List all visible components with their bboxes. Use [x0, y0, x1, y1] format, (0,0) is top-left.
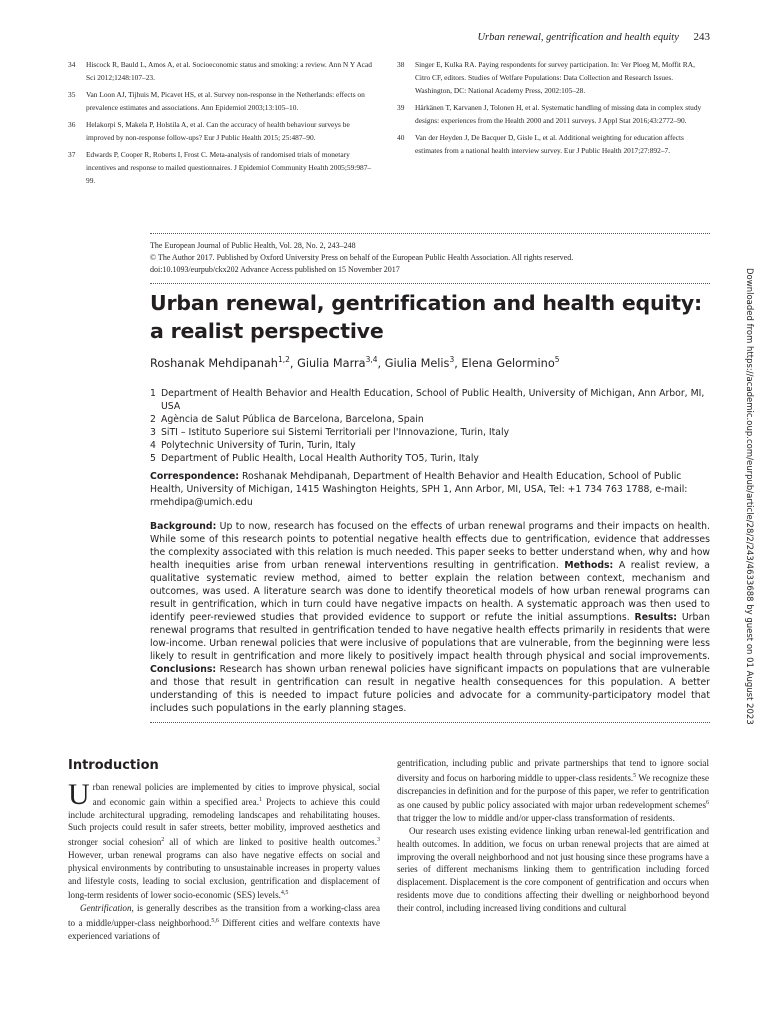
author-name: Roshanak Mehdipanah: [150, 356, 278, 370]
emphasis-term: Gentrification: [80, 903, 132, 914]
reference-number: 37: [68, 150, 76, 159]
citation-mark: 3: [377, 837, 380, 844]
running-head-title: Urban renewal, gentrification and health equity: [477, 32, 679, 43]
body-text: , is generally describes as the transition from a working-class area to a middle/upper-class neighborhood.: [68, 903, 380, 929]
citation-mark: 5: [633, 772, 637, 779]
affiliation-item: [150, 387, 710, 413]
author-affiliation-mark: 1,2: [277, 355, 290, 364]
reference-text: Van der Heyden J, De Bacquer D, Gisle L, et al. Additional weighting for education affects estimates from a national health interview survey. Eur J Public Health 2017;27:892–7.: [415, 133, 684, 155]
dotted-divider: [150, 233, 710, 234]
body-text: all of which are linked to positive health outcomes.: [164, 837, 377, 848]
citation-mark: 5,6: [211, 918, 219, 925]
article-title: Urban renewal, gentrification and health equity: a realist perspective: [150, 291, 702, 343]
reference-item: [397, 131, 709, 157]
affiliation-text: Polytechnic University of Turin, Turin, Italy: [161, 440, 356, 451]
correspondence-text: Roshanak Mehdipanah, Department of Health Behavior and Health Education, School of Public Health, University of Michigan, 1415 Washington Heights, SPH 1, Ann Arbor, MI, USA, Tel: +1 734 763 1788, e-mail: rmehdipa@umich.edu: [150, 471, 688, 508]
body-text: gentrification, including public and private partnerships that tend to ignore social diversity and focus on harboring middle to upper-class residents.: [397, 758, 709, 783]
abstract-conclusions-label: Conclusions:: [150, 664, 217, 675]
abstract-results-label: Results:: [634, 612, 678, 623]
reference-text: Singer E, Kulka RA. Paying respondents for survey participation. In: Ver Ploeg M, Moffit RA, Citro CF, editors. Studies of Welfare Populations: Data Collection and Research Issues. Washington, DC: National Academy Press, 2002:105–28.: [415, 60, 695, 95]
affiliation-text: Department of Health Behavior and Health Education, School of Public Health, University of Michigan, Ann Arbor, MI, USA: [161, 388, 705, 412]
download-watermark: Downloaded from https://academic.oup.com/eurpub/article/28/2/243/4633688 by guest on 01 August 2023: [744, 268, 754, 725]
reference-number: 35: [68, 90, 76, 99]
body-column-left: [68, 778, 380, 943]
abstract-results-text: Urban renewal programs that resulted in gentrification tended to have negative health effects primarily in residents that were low-income. Urban renewal policies that were inclusive of populations that are vulnerable, from the beginning were less likely to result in gentrification and more likely to positively impact health through physical and social improvements.: [150, 612, 710, 662]
abstract-methods-label: Methods:: [564, 560, 614, 571]
reference-text: Hiscock R, Bauld L, Amos A, et al. Socioeconomic status and smoking: a review. Ann N Y Acad Sci 2012;1248:107–23.: [86, 60, 372, 82]
running-head: [477, 31, 710, 43]
affiliation-number: 5: [150, 453, 156, 464]
affiliation-text: Agència de Salut Pública de Barcelona, Barcelona, Spain: [161, 414, 424, 425]
affiliation-number: 1: [150, 388, 156, 399]
reference-text: Härkänen T, Karvanen J, Tolonen H, et al. Systematic handling of missing data in complex study designs: experiences from the Health 2000 and 2011 surveys. J Appl Stat 2016;43:2772–90.: [415, 103, 702, 125]
body-paragraph: [397, 825, 709, 915]
doi-line: doi:10.1093/eurpub/ckx202 Advance Access published on 15 November 2017: [150, 265, 400, 274]
author-list: [150, 355, 710, 370]
dotted-divider: [150, 283, 710, 284]
author-name: Elena Gelormino: [461, 356, 555, 370]
author-name: Giulia Marra: [297, 356, 366, 370]
reference-number: 39: [397, 103, 405, 112]
author-separator: ,: [454, 356, 462, 370]
reference-item: [68, 118, 373, 144]
abstract-background-text: Up to now, research has focused on the effects of urban renewal programs and their impacts on health. While some of this research points to potential negative health effects due to gentrification, evidence that addresses the complexity associated with this relation is much needed. This paper seeks to better understand when, why and how health inequities arise from urban renewal interventions resulting in gentrification.: [150, 521, 710, 571]
author-affiliation-mark: 3,4: [365, 355, 378, 364]
body-text: However, urban renewal programs can also have negative effects on social and physical environments by contributing to unsustainable increases in property values and lifestyle costs, leading to social exclusion, gentrification and displacement of long-term residents of lower socio-economic (SES) levels.: [68, 850, 380, 901]
reference-number: 38: [397, 60, 405, 69]
affiliation-item: [150, 426, 710, 439]
reference-number: 34: [68, 60, 76, 69]
abstract-methods-text: A realist review, a qualitative systematic review method, aimed to better explain the relation between context, mechanism and outcomes, was used. A literature search was done to identify theoretical models of how urban renewal programs can result in gentrification, which in turn could have negative impacts on health. A systematic approach was then used to identify peer-reviewed studies that provided evidence to support or refute the initial assumptions.: [150, 560, 710, 623]
reference-number: 40: [397, 133, 405, 142]
correspondence-label: Correspondence:: [150, 471, 239, 482]
reference-item: [68, 88, 373, 114]
abstract-conclusions-text: Research has shown urban renewal policies have significant impacts on populations that are vulnerable and those that result in gentrification can result in negative health consequences for this population. A better understanding of this is needed to impact future policies and advocate for a community-participatory model that includes such populations in the early planning stages.: [150, 664, 710, 714]
affiliation-number: 4: [150, 440, 156, 451]
introduction-heading: Introduction: [68, 758, 159, 773]
reference-text: Van Loon AJ, Tijhuis M, Picavet HS, et al. Survey non-response in the Netherlands: effects on prevalence estimates and associations. Ann Epidemiol 2003;13:105–10.: [86, 90, 365, 112]
author-affiliation-mark: 3: [449, 355, 455, 364]
affiliation-text: SiTI – Istituto Superiore sui Sistemi Territoriali per l'Innovazione, Turin, Italy: [161, 427, 510, 438]
affiliation-list: [150, 387, 710, 465]
author-separator: ,: [377, 356, 385, 370]
affiliation-number: 3: [150, 427, 156, 438]
citation-mark: 2: [161, 837, 165, 844]
body-text: that trigger the low to middle and/or upper-class transformation of residents.: [397, 813, 675, 824]
author-name: Giulia Melis: [384, 356, 450, 370]
author-separator: ,: [289, 356, 298, 370]
affiliation-item: [150, 452, 710, 465]
journal-meta: [150, 240, 710, 276]
citation-mark: 4,5: [280, 890, 289, 897]
reference-item: [397, 101, 709, 127]
citation-mark: 6: [706, 800, 709, 807]
reference-item: [397, 58, 709, 97]
reference-item: [68, 148, 373, 187]
journal-citation: The European Journal of Public Health, Vol. 28, No. 2, 243–248: [150, 241, 356, 250]
drop-cap: U: [68, 778, 90, 811]
body-column-right: [397, 757, 709, 915]
body-text: Projects to achieve this could include architectural upgrading, remodeling landscapes and rehabilitating houses. Such projects could result in safer streets, better mobility, improved aesthetics and stronger social cohesion: [68, 796, 380, 848]
reference-list-right: [397, 58, 709, 161]
author-affiliation-mark: 5: [554, 355, 560, 364]
copyright-line: © The Author 2017. Published by Oxford University Press on behalf of the European Public Health Association. All rights reserved.: [150, 253, 574, 262]
affiliation-text: Department of Public Health, Local Health Authority TO5, Turin, Italy: [161, 453, 479, 464]
affiliation-item: [150, 439, 710, 452]
reference-item: [68, 58, 373, 84]
reference-number: 36: [68, 120, 76, 129]
reference-list-left: [68, 58, 373, 191]
body-paragraph: [68, 778, 380, 902]
correspondence: [150, 470, 710, 509]
body-text: Our research uses existing evidence linking urban renewal-led gentrification and health outcomes. In addition, we focus on urban renewal projects that are aimed at improving the overall neighborhood and not just housing since these programs have a series of different mechanisms linking them to gentrification including forced displacement. Displacement is the core component of gentrification and occurs when residents move due to conditions affecting their dwelling or neighborhood beyond their control, including increased living conditions and cultural: [397, 826, 709, 913]
dotted-divider: [150, 722, 710, 723]
abstract-background-label: Background:: [150, 521, 217, 532]
body-text: rban renewal policies are implemented by cities to improve physical, social and economic gain within a specified area.: [92, 782, 380, 807]
citation-mark: 1: [258, 796, 262, 803]
reference-text: Helakorpi S, Makela P, Holstila A, et al. Can the accuracy of health behaviour surveys be improved by non-response follow-ups? Eur J Public Health 2015; 25:487–90.: [86, 120, 350, 142]
body-paragraph: [68, 902, 380, 942]
reference-text: Edwards P, Cooper R, Roberts I, Frost C. Meta-analysis of randomised trials of monetary incentives and response to mailed questionnaires. J Epidemiol Community Health 2005;59:987–99.: [86, 150, 372, 185]
abstract: [150, 520, 710, 715]
affiliation-item: [150, 413, 710, 426]
affiliation-number: 2: [150, 414, 156, 425]
body-text: We recognize these discrepancies in definition and for the purpose of this paper, we refer to gentrification as one caused by public policy associated with major urban redevelopment schemes: [397, 772, 709, 811]
body-paragraph: [397, 757, 709, 825]
body-text: Different cities and welfare contexts have experienced variations of: [68, 918, 380, 941]
page-number: 243: [693, 31, 710, 43]
